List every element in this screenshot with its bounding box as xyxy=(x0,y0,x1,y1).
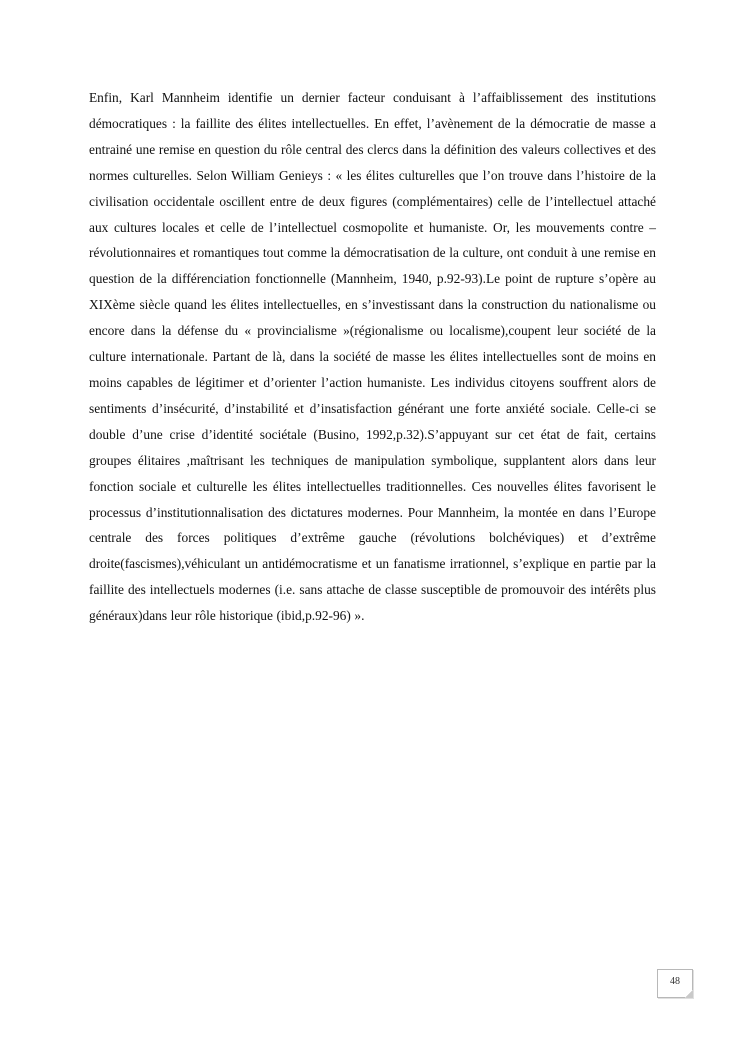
body-paragraph: Enfin, Karl Mannheim identifie un dernier facteur conduisant à l’affaiblissement des institutions démocratiques : la faillite des élites intellectuelles. En effet, l’avènement de la démocratie de masse a entrainé une remise en question du rôle central des clercs dans la définition des valeurs collectives et des normes culturelles. Selon William Genieys : « les élites culturelles que l’on trouve dans l’histoire de la civilisation occidentale oscillent entre de deux figures (complémentaires) celle de l’intellectuel attaché aux cultures locales et celle de l’intellectuel cosmopolite et humaniste. Or, les mouvements contre –révolutionnaires et romantiques tout comme la démocratisation de la culture, ont conduit à une remise en question de la différenciation fonctionnelle (Mannheim, 1940, p.92-93).Le point de rupture s’opère au XIXème siècle quand les élites intellectuelles, en s’investissant dans la construction du nationalisme ou encore dans la défense du « provincialisme »(régionalisme ou localisme),coupent leur société de la culture internationale. Partant de là, dans la société de masse les élites intellectuelles sont de moins en moins capables de légitimer et d’orienter l’action humaniste. Les individus citoyens souffrent alors de sentiments d’insécurité, d’instabilité et d’insatisfaction générant une forte anxiété sociale. Celle-ci se double d’une crise d’identité sociétale (Busino, 1992,p.32).S’appuyant sur cet état de fait, certains groupes élitaires ,maîtrisant les techniques de manipulation symbolique, supplantent alors dans leur fonction sociale et culturelle les élites intellectuelles traditionnelles. Ces nouvelles élites favorisent le processus d’institutionnalisation des dictatures modernes. Pour Mannheim, la montée en dans l’Europe centrale des forces politiques d’extrême gauche (révolutions bolchéviques) et d’extrême droite(fascismes),véhiculant un antidémocratisme et un fanatisme irrationnel, s’explique en partie par la faillite des intellectuels modernes (i.e. sans attache de classe susceptible de promouvoir des intérêts plus généraux)dans leur rôle historique (ibid,p.92-96) ». xyxy=(89,90,656,624)
page-number: 48 xyxy=(670,976,680,987)
page-number-box xyxy=(657,969,693,998)
page-curl-icon xyxy=(685,990,693,998)
